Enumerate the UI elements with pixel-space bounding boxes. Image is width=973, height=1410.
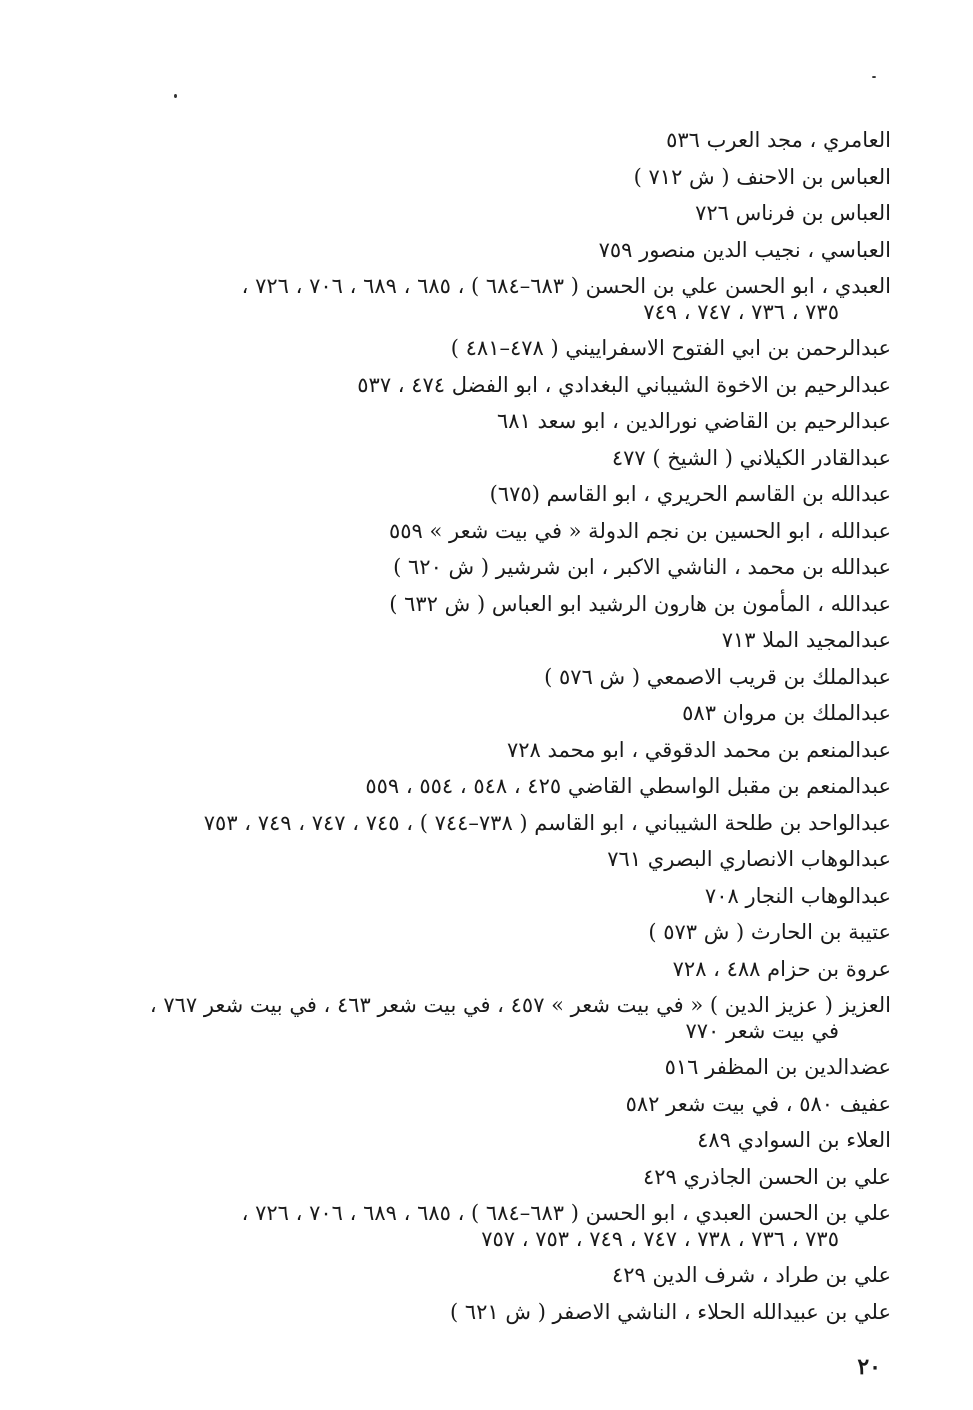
entry-text: عبدالله ، ابو الحسين بن نجم الدولة « في بيت شعر » ٥٥٩ — [388, 518, 891, 543]
entry-text: علي بن طراد ، شرف الدين ٤٢٩ — [611, 1263, 891, 1287]
index-entry — [131, 659, 891, 696]
entry-text: عبدالرحيم بن القاضي نورالدين ، ابو سعد ٦٨١ — [497, 409, 891, 433]
entry-text: العباس بن الاحنف ( ش ٧١٢ ) — [633, 164, 891, 189]
index-entry — [131, 268, 891, 330]
entry-text: عبدالمنعم بن محمد الدقوقي ، ابو محمد ٧٢٨ — [506, 737, 891, 762]
entry-text: علي بن الحسن الجاذري ٤٢٩ — [643, 1164, 891, 1189]
index-list — [131, 122, 891, 1330]
entry-continuation: في بيت شعر ٧٧٠ — [685, 1019, 839, 1043]
entry-continuation: ٧٣٥ ، ٧٣٦ ، ٧٤٧ ، ٧٤٩ — [643, 300, 839, 324]
entry-text: عضدالدين بن المظفر ٥١٦ — [664, 1055, 891, 1079]
entry-text: العبدي ، ابو الحسن علي بن الحسن ( ٦٨٣–٦٨٤ ) ، ٦٨٥ ، ٦٨٩ ، ٧٠٦ ، ٧٢٦ ، — [241, 274, 891, 298]
entry-text: عبدالوهاب النجار ٧٠٨ — [704, 883, 891, 908]
index-entry — [131, 841, 891, 878]
entry-text: عبدالمنعم بن مقبل الواسطي القاضي ٤٢٥ ، ٥٤٨ ، ٥٥٤ ، ٥٥٩ — [365, 774, 891, 798]
index-entry — [131, 159, 891, 196]
entry-continuation: ٧٣٥ ، ٧٣٦ ، ٧٣٨ ، ٧٤٧ ، ٧٤٩ ، ٧٥٣ ، ٧٥٧ — [481, 1227, 839, 1251]
entry-text: عتيبة بن الحارث ( ش ٥٧٣ ) — [648, 920, 891, 944]
index-entry — [131, 1049, 891, 1086]
index-entry — [131, 549, 891, 586]
entry-text: العباس بن فرناس ٧٢٦ — [695, 201, 891, 225]
entry-text: عبدالوهاب الانصاري البصري ٧٦١ — [607, 847, 891, 871]
index-entry — [131, 1294, 891, 1331]
entry-text: العباسي ، نجيب الدين منصور ٧٥٩ — [598, 237, 891, 262]
index-entry — [131, 914, 891, 951]
entry-text: علي بن الحسن العبدي ، ابو الحسن ( ٦٨٣–٦٨٤ ) ، ٦٨٥ ، ٦٨٩ ، ٧٠٦ ، ٧٢٦ ، — [241, 1201, 891, 1225]
index-entry — [131, 1086, 891, 1123]
entry-text: عبدالرحمن بن ابي الفتوح الاسفراييني ( ٤٧٨–٤٨١ ) — [450, 336, 891, 360]
index-entry — [131, 987, 891, 1049]
print-speck — [872, 76, 876, 78]
index-entry — [131, 1195, 891, 1257]
index-entry — [131, 878, 891, 915]
index-entry — [131, 195, 891, 232]
index-entry — [131, 476, 891, 513]
index-entry — [131, 1159, 891, 1196]
entry-text: علي بن عبيدالله الحلاء ، الناشي الاصفر ( ش ٦٢١ ) — [449, 1299, 891, 1324]
index-entry — [131, 732, 891, 769]
entry-text: عبدالرحيم بن الاخوة الشيباني البغدادي ، ابو الفضل ٤٧٤ ، ٥٣٧ — [357, 372, 891, 397]
entry-text: العلاء بن السوادي ٤٨٩ — [697, 1128, 891, 1152]
entry-text: عبدالقادر الكيلاني ( الشيخ ) ٤٧٧ — [611, 445, 891, 470]
index-entry — [131, 440, 891, 477]
index-entry — [131, 586, 891, 623]
index-entry — [131, 330, 891, 367]
entry-text: عبدالله بن القاسم الحريري ، ابو القاسم (٦٧٥) — [489, 482, 891, 506]
page-number: ٢٠ — [857, 1354, 881, 1380]
entry-text: عبدالملك بن مروان ٥٨٣ — [682, 701, 891, 725]
entry-text: عبدالواحد بن طلحة الشيباني ، ابو القاسم ( ٧٣٨–٧٤٤ ) ، ٧٤٥ ، ٧٤٧ ، ٧٤٩ ، ٧٥٣ — [203, 810, 891, 835]
index-entry — [131, 1257, 891, 1294]
print-speck — [174, 94, 177, 98]
entry-text: عروة بن حزام ٤٨٨ ، ٧٢٨ — [672, 956, 891, 981]
index-entry — [131, 1122, 891, 1159]
entry-text: العزيز ( عزيز الدين ) « في بيت شعر » ٤٥٧ ، في بيت شعر ٤٦٣ ، في بيت شعر ٧٦٧ ، — [149, 993, 891, 1017]
index-entry — [131, 122, 891, 159]
index-entry — [131, 951, 891, 988]
entry-text: عبدالمجيد الملا ٧١٣ — [721, 628, 891, 652]
index-entry — [131, 403, 891, 440]
entry-text: عبدالملك بن قريب الاصمعي ( ش ٥٧٦ ) — [544, 664, 891, 689]
index-entry — [131, 805, 891, 842]
entry-text: العامري ، مجد العرب ٥٣٦ — [666, 128, 891, 152]
index-entry — [131, 768, 891, 805]
index-entry — [131, 622, 891, 659]
index-entry — [131, 695, 891, 732]
index-entry — [131, 367, 891, 404]
index-entry — [131, 513, 891, 550]
entry-text: عبدالله بن محمد ، الناشي الاكبر ، ابن شرشير ( ش ٦٢٠ ) — [393, 555, 891, 579]
index-entry — [131, 232, 891, 269]
entry-text: عفيف ٥٨٠ ، في بيت شعر ٥٨٢ — [625, 1091, 891, 1116]
entry-text: عبدالله ، المأمون بن هارون الرشيد ابو العباس ( ش ٦٣٢ ) — [389, 591, 891, 616]
